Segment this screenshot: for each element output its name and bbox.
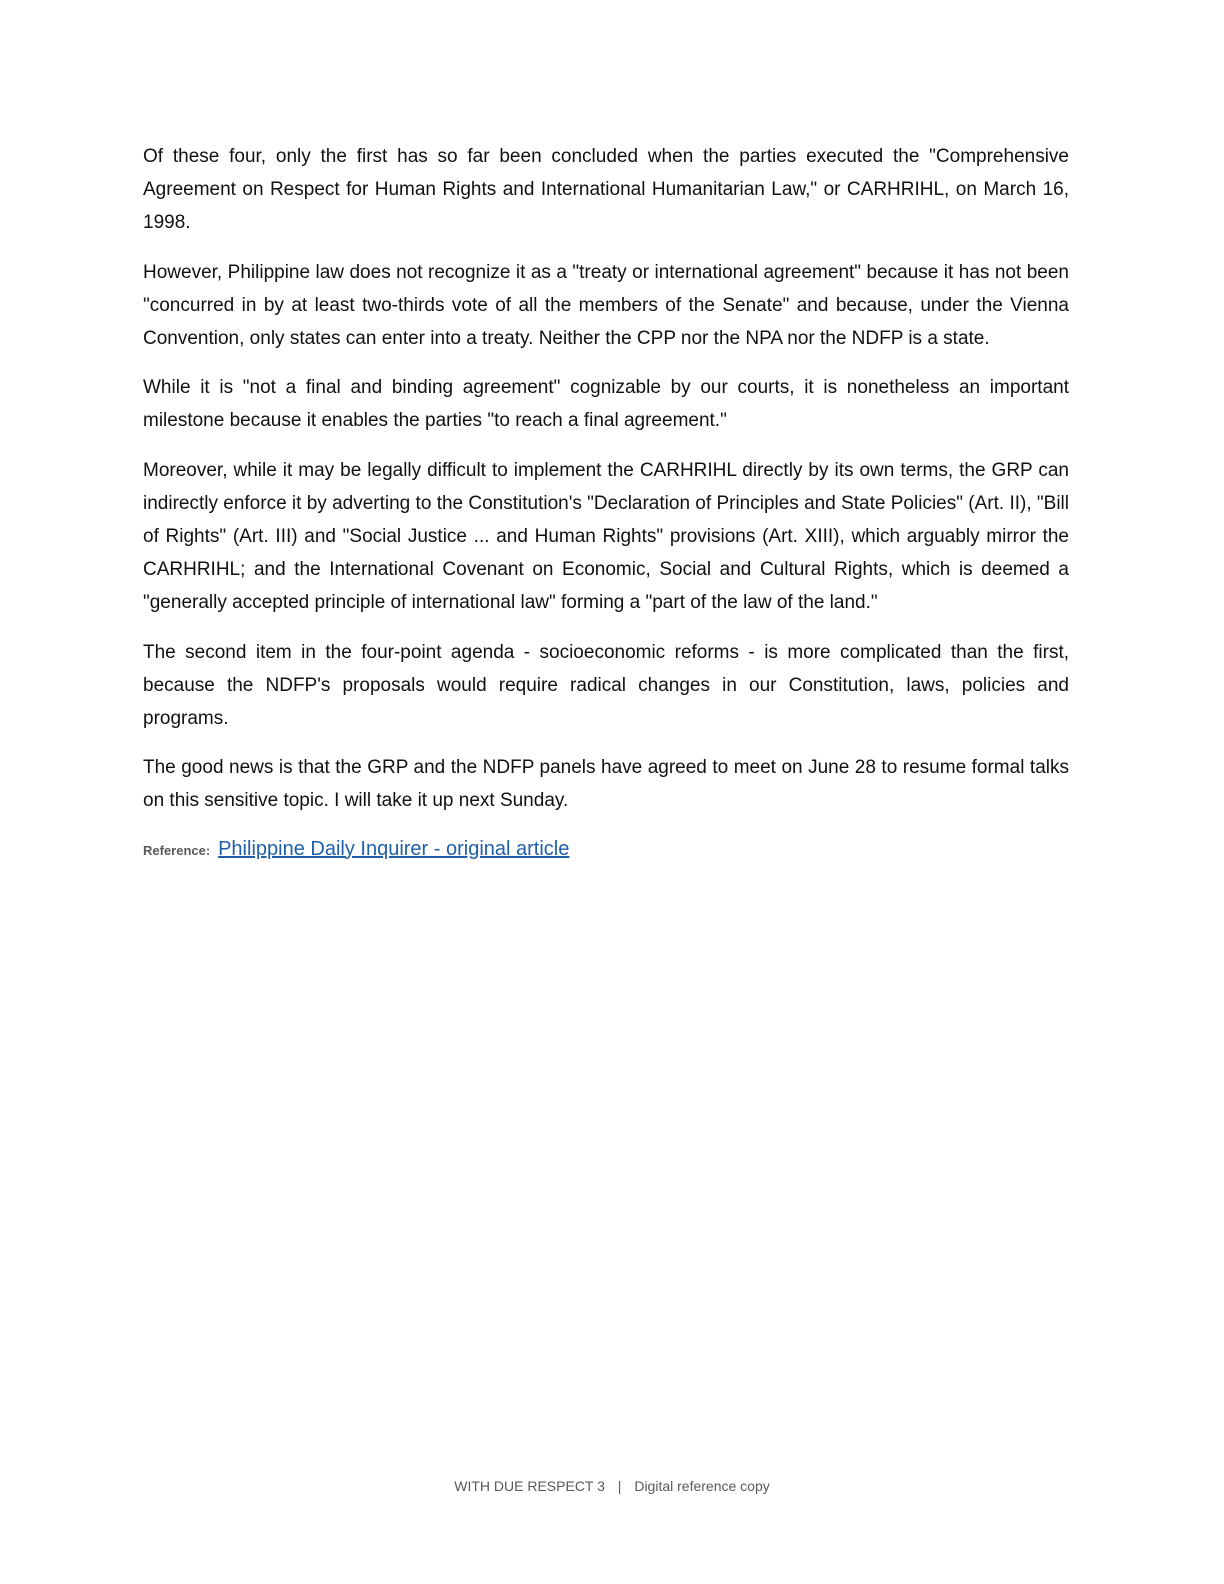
footer-separator: | xyxy=(617,1478,622,1494)
footer-note: Digital reference copy xyxy=(634,1478,770,1494)
reference-line xyxy=(143,834,1069,866)
paragraph-4: Moreover, while it may be legally difficult to implement the CARHRIHL directly by its own terms, the GRP can indirectly enforce it by adverting to the Constitution's "Declaration of Principles and State Policies" (Art. II), "Bill of Rights" (Art. III) and "Social Justice ... and Human Rights" provisions (Art. XIII), which arguably mirror the CARHRIHL; and the International Covenant on Economic, Social and Cultural Rights, which is deemed a "generally accepted principle of international law" forming a "part of the law of the land." xyxy=(143,459,1069,614)
page-footer xyxy=(0,1478,1224,1494)
paragraph-6: The good news is that the GRP and the NDFP panels have agreed to meet on June 28 to resume formal talks on this sensitive topic. I will take it up next Sunday. xyxy=(143,757,1069,812)
paragraph-2: However, Philippine law does not recognize it as a "treaty or international agreement" because it has not been "concurred in by at least two-thirds vote of all the members of the Senate" and because, under the Vienna Convention, only states can enter into a treaty. Neither the CPP nor the NPA nor the NDFP is a state. xyxy=(143,261,1069,350)
paragraph-1: Of these four, only the first has so far been concluded when the parties executed the "Comprehensive Agreement on Respect for Human Rights and International Humanitarian Law," or CARHRIHL, on March 16, 1998. xyxy=(143,146,1069,234)
paragraph-5: The second item in the four-point agenda - socioeconomic reforms - is more complicated than the first, because the NDFP's proposals would require radical changes in our Constitution, laws, policies and programs. xyxy=(143,641,1069,730)
reference-label: Reference: xyxy=(143,842,211,858)
paragraph-3: While it is "not a final and binding agreement" cognizable by our courts, it is nonetheless an important milestone because it enables the parties "to reach a final agreement." xyxy=(143,377,1069,432)
footer-title: WITH DUE RESPECT 3 xyxy=(454,1478,605,1494)
reference-link[interactable]: Philippine Daily Inquirer - original article xyxy=(218,837,570,860)
article-body xyxy=(143,140,1069,866)
